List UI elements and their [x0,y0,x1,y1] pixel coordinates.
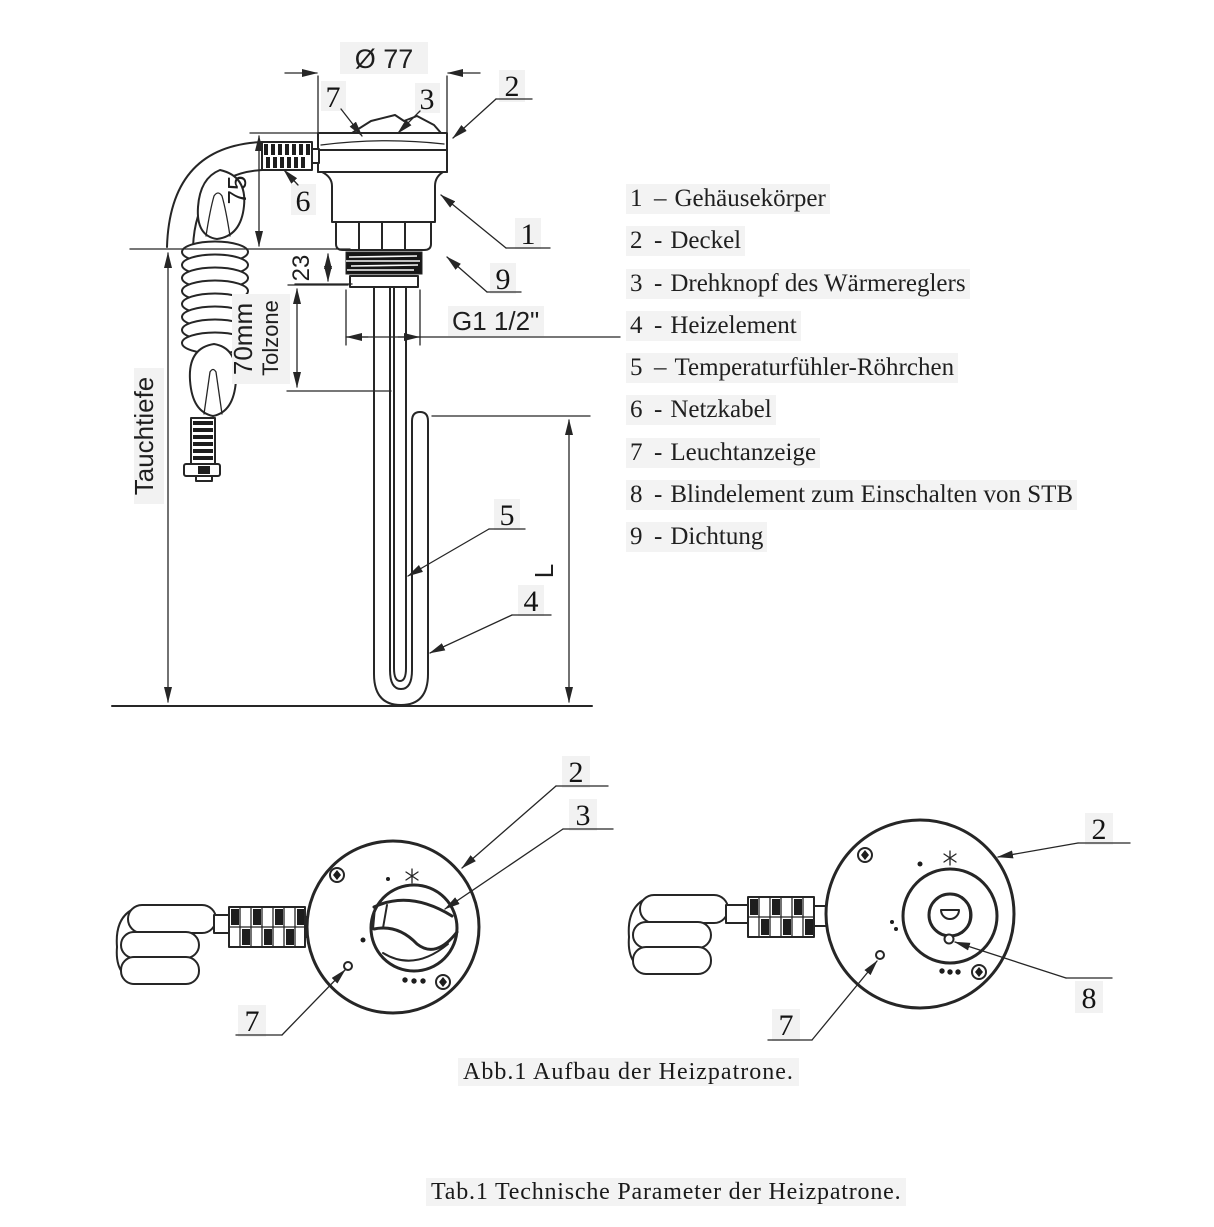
legend-label: Deckel [670,227,742,255]
callout-2-cover-bl: 2 [568,756,584,789]
screw-bottom-right [436,975,450,989]
dim-diameter-label: Ø 77 [354,44,414,74]
dim-23-label: 23 [288,254,315,282]
callout-5-sensor: 5 [499,499,515,532]
screw-top-left [858,848,872,862]
dim-75-label: 75 [222,175,252,205]
length-label: L [529,563,559,579]
callout-7-light-bl: 7 [244,1005,260,1038]
callout-3-knob: 3 [419,83,435,116]
callout-1-housing: 1 [520,218,536,251]
dim-thread-depth [288,254,352,284]
plug-right [629,895,748,974]
parts-legend [626,184,1077,565]
engraving-mark [386,877,390,881]
plug-left [117,905,230,984]
screw-bottom-right [972,965,986,979]
callout-3-knob-bl: 3 [575,799,591,832]
upper-cylinder [318,150,447,172]
engraving-mark [918,862,923,867]
main-view [112,42,620,706]
dim-thread-size [346,290,620,345]
screw-top-left [330,868,344,882]
figure-caption: Abb.1 Aufbau der Heizpatrone. [458,1059,799,1086]
legend-label: Leuchtanzeige [670,438,817,466]
heating-element-tubes [374,287,428,705]
dim-element-length [432,416,590,702]
callout-4-element: 4 [523,585,539,618]
legend-label: Temperaturfühler-Röhrchen [674,354,955,382]
dim-tolerance-zone [228,285,391,391]
callout-2-cover: 2 [504,70,520,103]
legend-item-9: 9 - Dichtung [626,522,1077,564]
element-u-bend-outer [374,650,428,705]
cover-band [318,133,447,150]
engraving-mark [890,920,894,924]
gasket-flange [350,276,418,287]
sensor-tube [394,287,406,681]
element-right-leg [412,412,428,650]
legend-label: Drehknopf des Wärmereglers [670,269,966,297]
housing-skirt [336,222,431,250]
legend-item-8: 8 - Blindelement zum Einschalten von STB [626,480,1077,522]
engraving-mark [894,927,898,931]
legend-item-1: 1 – Gehäusekörper [626,184,1077,226]
legend-item-6: 6 - Netzkabel [626,395,1077,437]
cable-gland-right-view [748,897,826,937]
table-caption: Tab.1 Technische Parameter der Heizpatrone. [426,1179,906,1206]
legend-item-5: 5 – Temperaturfühler-Röhrchen [626,353,1077,395]
legend-label: Gehäusekörper [674,185,826,212]
callout-7-light: 7 [325,81,341,114]
bottom-right-view [629,813,1130,1042]
thread-size-label: G1 1/2" [452,306,540,336]
legend-item-7: 7 - Leuchtanzeige [626,438,1077,480]
legend-item-4: 4 - Heizelement [626,311,1077,353]
legend-label: Netzkabel [670,396,772,424]
callout-7-light-br: 7 [778,1009,794,1042]
callout-8-blind-br: 8 [1081,982,1097,1015]
legend-label: Blindelement zum Einschalten von STB [670,481,1074,509]
callout-2-cover-br: 2 [1091,813,1107,846]
stb-pin [945,935,954,944]
bottom-left-view [117,756,613,1038]
tolzone-label-line1: 70mm [228,302,258,376]
legend-label: Heizelement [670,311,797,339]
tauchtiefe-label: Tauchtiefe [129,376,159,496]
element-left-leg [374,287,390,650]
engraving-mark [361,938,366,943]
dim-immersion-depth [129,253,168,702]
callout-6-cable: 6 [295,185,311,218]
cable-gland [262,142,319,170]
indicator-light-hole [876,951,884,959]
callout-9-gasket: 9 [495,263,511,296]
plug-connector [184,418,220,481]
tolzone-label-line2: Tolzone [258,300,283,376]
indicator-light-hole [344,962,352,970]
cable-gland-left-view [229,907,309,947]
legend-item-3: 3 - Drehknopf des Wärmereglers [626,269,1077,311]
knob-profile [352,115,441,133]
legend-item-2: 2 - Deckel [626,226,1077,268]
legend-label: Dichtung [670,523,764,551]
